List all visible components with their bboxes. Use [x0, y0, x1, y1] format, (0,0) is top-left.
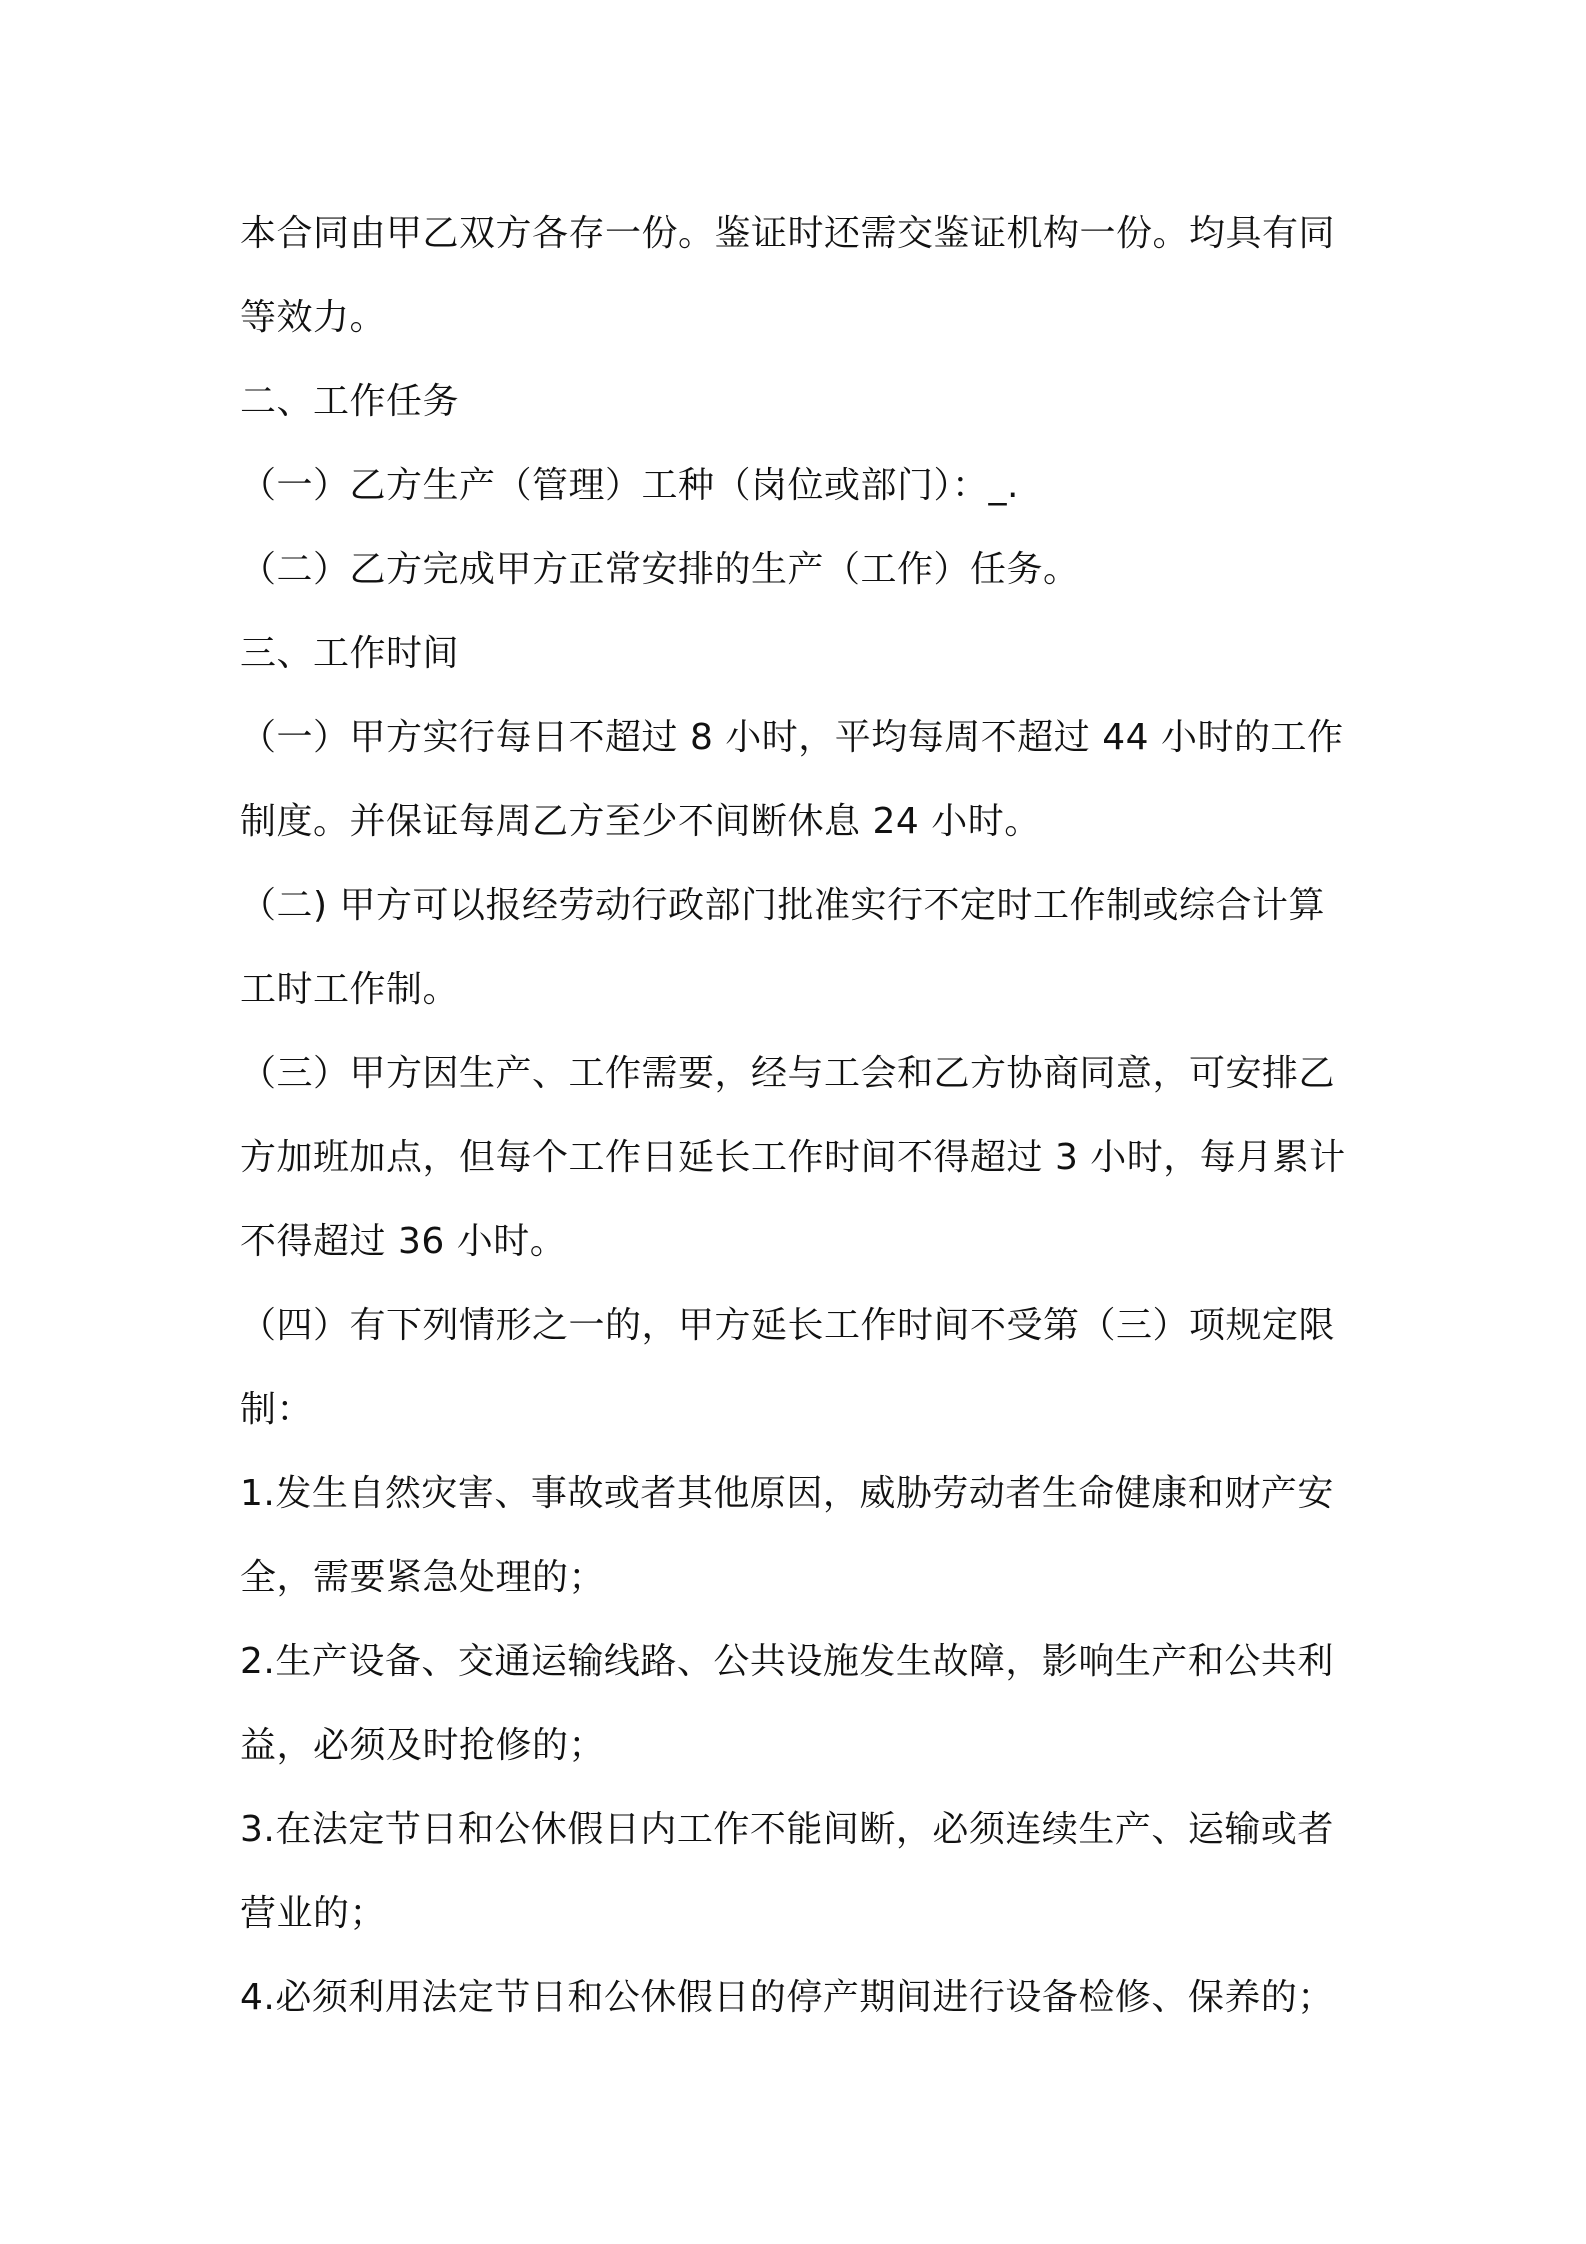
- paragraph-line: （一）乙方生产（管理）工种（岗位或部门）：_.: [240, 465, 1019, 506]
- list-item: 4.必须利用法定节日和公休假日的停产期间进行设备检修、保养的；: [240, 1977, 1334, 2018]
- paragraph-line: （一）甲方实行每日不超过 8 小时，平均每周不超过 44 小时的工作: [240, 717, 1344, 758]
- paragraph-line: 方加班加点，但每个工作日延长工作时间不得超过 3 小时，每月累计: [240, 1137, 1346, 1178]
- paragraph-line: 制度。并保证每周乙方至少不间断休息 24 小时。: [240, 801, 1041, 842]
- paragraph-line: （二）乙方完成甲方正常安排的生产（工作）任务。: [240, 549, 1080, 590]
- paragraph-line: 等效力。: [240, 297, 387, 338]
- paragraph-line: 不得超过 36 小时。: [240, 1221, 567, 1262]
- list-item: 2.生产设备、交通运输线路、公共设施发生故障，影响生产和公共利: [240, 1641, 1334, 1682]
- list-item: 营业的；: [240, 1893, 387, 1934]
- paragraph-line: 制：: [240, 1389, 314, 1430]
- document-body: [240, 192, 1360, 2040]
- list-item: 1.发生自然灾害、事故或者其他原因，威胁劳动者生命健康和财产安: [240, 1473, 1334, 1514]
- paragraph-line: （三）甲方因生产、工作需要，经与工会和乙方协商同意，可安排乙: [240, 1053, 1336, 1094]
- paragraph-line: （二) 甲方可以报经劳动行政部门批准实行不定时工作制或综合计算: [240, 885, 1325, 926]
- list-item: 全，需要紧急处理的；: [240, 1557, 606, 1598]
- section-heading: 三、工作时间: [240, 633, 460, 674]
- paragraph-line: （四）有下列情形之一的，甲方延长工作时间不受第（三）项规定限: [240, 1305, 1336, 1346]
- list-item: 益，必须及时抢修的；: [240, 1725, 606, 1766]
- list-item: 3.在法定节日和公休假日内工作不能间断，必须连续生产、运输或者: [240, 1809, 1334, 1850]
- paragraph-line: 本合同由甲乙双方各存一份。鉴证时还需交鉴证机构一份。均具有同: [240, 213, 1336, 254]
- paragraph-line: 工时工作制。: [240, 969, 460, 1010]
- section-heading: 二、工作任务: [240, 381, 460, 422]
